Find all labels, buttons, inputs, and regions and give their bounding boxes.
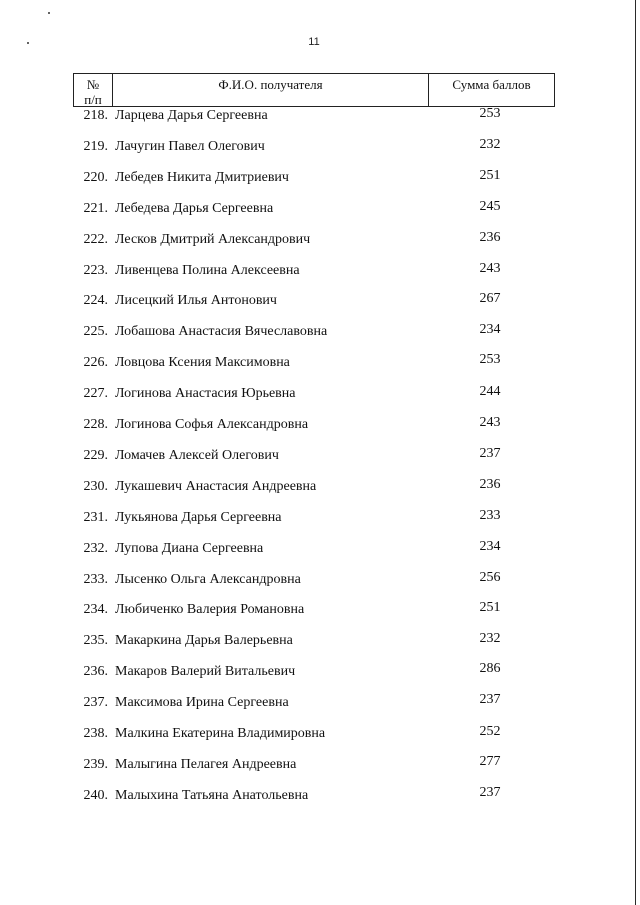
table-header xyxy=(73,73,555,107)
recipient-name: Ларцева Дарья Сергеевна xyxy=(115,108,268,123)
score-value: 236 xyxy=(479,477,501,492)
page-number: 11 xyxy=(308,36,320,48)
table-row xyxy=(0,108,640,130)
row-number: 219. xyxy=(83,139,108,154)
table-row xyxy=(0,324,640,346)
score-value: 244 xyxy=(479,384,501,399)
scan-speck xyxy=(48,12,50,14)
table-row xyxy=(0,352,640,377)
row-number: 225. xyxy=(83,324,108,339)
score-value: 245 xyxy=(479,199,501,214)
row-number: 229. xyxy=(83,448,108,463)
recipient-name: Малыхина Татьяна Анатольевна xyxy=(115,788,309,803)
header-number-column xyxy=(74,74,113,106)
row-number: 222. xyxy=(83,232,108,247)
table-row xyxy=(0,785,640,810)
row-number: 220. xyxy=(83,170,108,185)
table-row xyxy=(0,661,640,686)
row-number: 231. xyxy=(83,510,108,525)
recipient-name: Лобашова Анастасия Вячеславовна xyxy=(115,324,328,339)
score-value: 232 xyxy=(479,631,501,646)
recipient-name: Максимова Ирина Сергеевна xyxy=(115,695,289,710)
row-number: 223. xyxy=(83,263,108,278)
table-row xyxy=(0,293,640,315)
row-number: 226. xyxy=(83,355,108,370)
table-row xyxy=(0,541,640,563)
recipient-name: Макаров Валерий Витальевич xyxy=(115,664,296,679)
row-number: 218. xyxy=(83,108,108,123)
table-row xyxy=(0,448,640,470)
table-row xyxy=(0,602,640,624)
recipient-name: Лесков Дмитрий Александрович xyxy=(115,232,311,247)
table-row xyxy=(0,479,640,501)
row-number: 239. xyxy=(83,757,108,772)
table-row xyxy=(0,510,640,532)
row-number: 233. xyxy=(83,572,108,587)
recipient-name: Любиченко Валерия Романовна xyxy=(115,602,305,617)
row-number: 232. xyxy=(83,541,108,556)
recipient-name: Ловцова Ксения Максимовна xyxy=(115,355,290,370)
score-value: 256 xyxy=(479,570,501,585)
row-number: 228. xyxy=(83,417,108,432)
recipient-name: Лисецкий Илья Антонович xyxy=(115,293,277,308)
recipient-name: Лупова Диана Сергеевна xyxy=(115,541,264,556)
score-value: 234 xyxy=(479,539,501,554)
recipient-name: Лебедева Дарья Сергеевна xyxy=(115,201,274,216)
score-value: 243 xyxy=(479,415,501,430)
score-value: 252 xyxy=(479,724,501,739)
score-value: 232 xyxy=(479,137,501,152)
header-score-column: Сумма баллов xyxy=(452,77,531,92)
recipient-name: Ломачев Алексей Олегович xyxy=(115,448,279,463)
recipient-name: Лукашевич Анастасия Андреевна xyxy=(115,479,317,494)
score-value: 236 xyxy=(479,230,501,245)
recipient-name: Малкина Екатерина Владимировна xyxy=(115,726,326,741)
table-row xyxy=(0,386,640,408)
recipient-name: Малыгина Пелагея Андреевна xyxy=(115,757,297,772)
row-number: 234. xyxy=(83,602,108,617)
row-number: 224. xyxy=(83,293,108,308)
row-number: 230. xyxy=(83,479,108,494)
row-number: 221. xyxy=(83,201,108,216)
table-row xyxy=(0,754,640,779)
header-number-symbol: № xyxy=(86,77,100,92)
row-number: 236. xyxy=(83,664,108,679)
row-number: 227. xyxy=(83,386,108,401)
table-row xyxy=(0,232,640,254)
recipient-name: Логинова Софья Александровна xyxy=(115,417,309,432)
table-row xyxy=(0,633,640,655)
row-number: 240. xyxy=(83,788,108,803)
recipient-name: Лукьянова Дарья Сергеевна xyxy=(115,510,282,525)
score-value: 237 xyxy=(479,446,501,461)
table-row xyxy=(0,170,640,192)
row-number: 235. xyxy=(83,633,108,648)
table-row xyxy=(0,201,640,223)
recipient-name: Лачугин Павел Олегович xyxy=(115,139,265,154)
row-number: 237. xyxy=(83,695,108,710)
recipient-name: Лысенко Ольга Александровна xyxy=(115,572,301,587)
table-row xyxy=(0,726,640,748)
score-value: 253 xyxy=(479,352,501,367)
table-row xyxy=(0,417,640,439)
score-value: 234 xyxy=(479,322,501,337)
table-row xyxy=(0,263,640,285)
score-value: 243 xyxy=(479,261,501,276)
recipient-name: Макаркина Дарья Валерьевна xyxy=(115,633,293,648)
score-value: 277 xyxy=(479,754,501,769)
score-value: 251 xyxy=(479,600,501,615)
score-value: 251 xyxy=(479,168,501,183)
score-value: 233 xyxy=(479,508,501,523)
row-number: 238. xyxy=(83,726,108,741)
score-value: 267 xyxy=(479,291,501,306)
recipient-name: Ливенцева Полина Алексеевна xyxy=(115,263,300,278)
recipient-name: Лебедев Никита Дмитриевич xyxy=(115,170,289,185)
score-value: 237 xyxy=(479,785,501,800)
table-row xyxy=(0,139,640,161)
table-row xyxy=(0,692,640,717)
header-number-abbrev: п/п xyxy=(84,92,102,107)
recipient-name: Логинова Анастасия Юрьевна xyxy=(115,386,296,401)
header-name-column: Ф.И.О. получателя xyxy=(113,74,429,106)
score-value: 286 xyxy=(479,661,501,676)
score-value: 237 xyxy=(479,692,501,707)
table-row xyxy=(0,572,640,594)
score-value: 253 xyxy=(479,106,501,121)
